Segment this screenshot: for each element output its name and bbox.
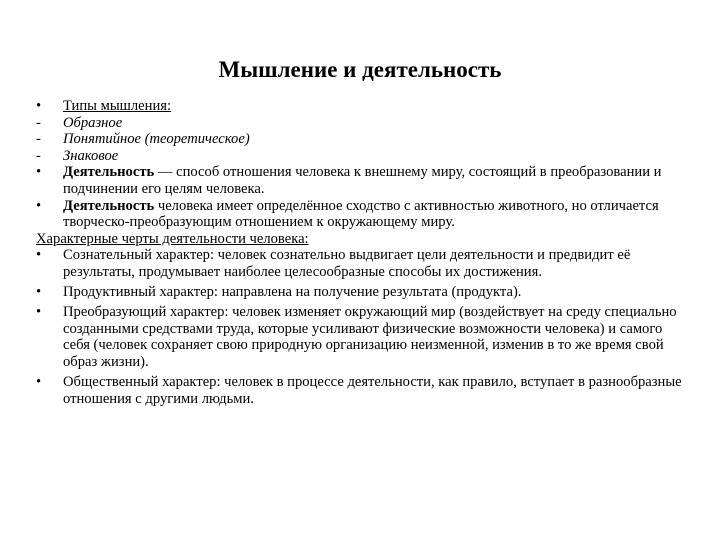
bullet-marker: • [36,164,42,181]
feature-text: Продуктивный характер: направлена на получение результата (продукта). [63,284,522,301]
bullet-marker: • [36,247,42,264]
slide-body [36,98,686,407]
dash-marker: - [36,147,41,164]
thinking-type-label: Знаковое [63,147,119,164]
features-heading: Характерные черты деятельности человека: [36,230,309,247]
thinking-type-item [36,148,686,165]
feature-item [36,247,686,280]
activity-similarity [36,198,686,231]
thinking-type-item [36,131,686,148]
activity-definition [36,164,686,197]
thinking-types-label: Типы мышления: [63,98,172,114]
activity-similarity-term: Деятельность [63,197,155,214]
thinking-type-label: Образное [63,114,123,131]
slide-title: Мышление и деятельность [218,57,502,82]
feature-text: Преобразующий характер: человек изменяет окружающий мир (воздействует на среду специально созданными средствами труда, которые усиливают физические возможности человека) и самого себя (человек сохраняет свою природную организацию неизменной, изменив в то же время свой образ жизни). [63,304,677,370]
thinking-type-item [36,115,686,132]
dash-marker: - [36,131,41,148]
bullet-marker: • [36,197,42,214]
bullet-marker: • [36,284,42,301]
dash-marker: - [36,114,41,131]
activity-term: Деятельность [63,164,155,181]
feature-text: Сознательный характер: человек сознательно выдвигает цели деятельности и предвидит её результаты, продумывает наиболее целесообразные способы их достижения. [63,247,631,280]
feature-item [36,284,686,301]
bullet-marker: • [36,374,42,390]
bullet-marker: • [36,98,42,114]
bullet-marker: • [36,304,42,321]
feature-item [36,304,686,370]
thinking-types-heading [36,98,686,115]
feature-item [36,374,686,407]
feature-text: Общественный характер: человек в процессе деятельности, как правило, вступает в разнообразные отношения с другими людьми. [63,374,682,407]
activity-similarity-text: человека имеет определённое сходство с активностью животного, но отличается творческо-преобразующим отношением к окружающему миру. [63,197,659,231]
thinking-type-label: Понятийное (теоретическое) [63,131,250,148]
activity-definition-text: — способ отношения человека к внешнему миру, состоящий в преобразовании и подчинении его целям человека. [63,164,662,197]
